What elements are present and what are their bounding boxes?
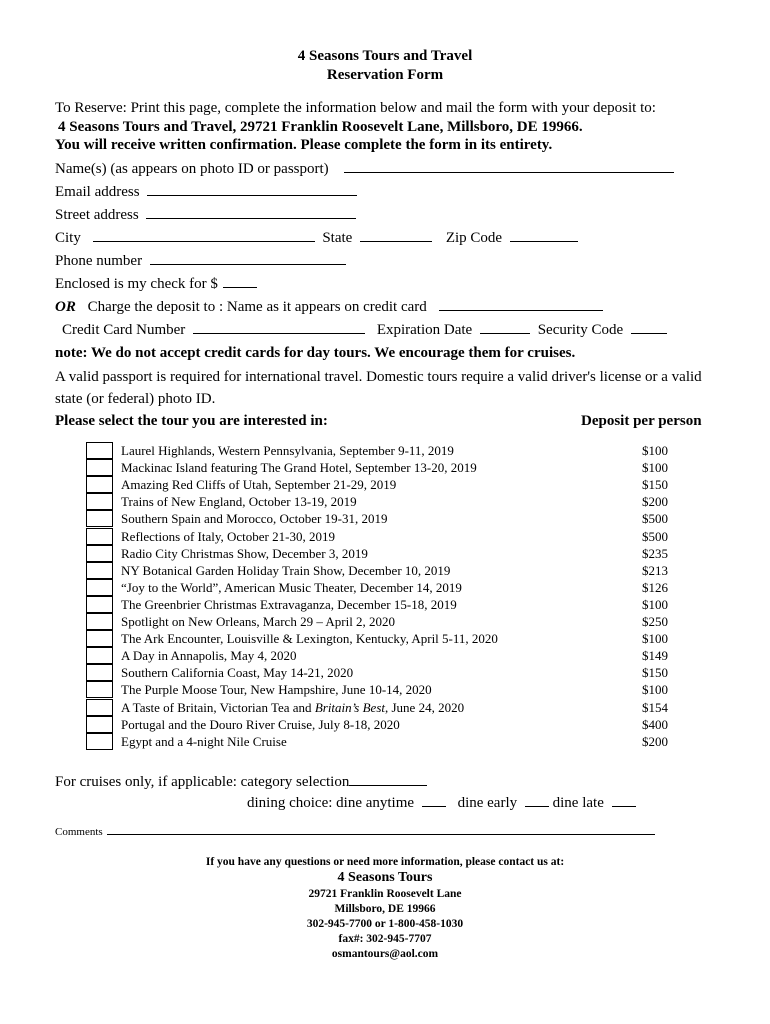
tour-row bbox=[86, 442, 676, 460]
tour-deposit: $213 bbox=[642, 562, 668, 578]
tour-name: Mackinac Island featuring The Grand Hotel, September 13-20, 2019 bbox=[121, 460, 477, 476]
expiration-input-line[interactable] bbox=[480, 321, 530, 334]
tour-name: Southern Spain and Morocco, October 19-31, 2019 bbox=[121, 511, 388, 527]
tour-deposit: $100 bbox=[642, 460, 668, 476]
dine-late-label: dine late bbox=[552, 795, 604, 811]
tour-deposit: $200 bbox=[642, 733, 668, 749]
form-subtitle: Reservation Form bbox=[326, 67, 444, 83]
tour-name: The Purple Moose Tour, New Hampshire, June 10-14, 2020 bbox=[121, 682, 432, 698]
tour-checkbox[interactable] bbox=[86, 613, 113, 630]
tour-row bbox=[86, 716, 676, 734]
tour-deposit: $100 bbox=[642, 631, 668, 647]
tour-name: Portugal and the Douro River Cruise, July 8-18, 2020 bbox=[121, 716, 400, 732]
cc-number-input-line[interactable] bbox=[193, 321, 365, 334]
zip-label: Zip Code bbox=[445, 230, 503, 246]
tour-deposit: $100 bbox=[642, 596, 668, 612]
tour-row bbox=[86, 699, 676, 717]
tour-name: A Day in Annapolis, May 4, 2020 bbox=[121, 648, 297, 664]
tour-row bbox=[86, 579, 676, 597]
footer-street: 29721 Franklin Roosevelt Lane bbox=[308, 888, 462, 900]
state-input-line[interactable] bbox=[360, 229, 432, 242]
tour-checkbox[interactable] bbox=[86, 459, 113, 476]
security-label: Security Code bbox=[537, 322, 624, 338]
city-field-row bbox=[55, 229, 578, 247]
tour-deposit: $150 bbox=[642, 477, 668, 493]
or-label: OR bbox=[55, 299, 76, 315]
email-field-row bbox=[55, 183, 357, 201]
tour-deposit: $100 bbox=[642, 682, 668, 698]
contact-intro: If you have any questions or need more information, please contact us at: bbox=[205, 856, 565, 868]
charge-field-row bbox=[55, 298, 603, 316]
tour-checkbox[interactable] bbox=[86, 716, 113, 733]
tour-row bbox=[86, 613, 676, 631]
card-field-row bbox=[62, 321, 667, 339]
tour-name: Radio City Christmas Show, December 3, 2019 bbox=[121, 545, 368, 561]
tour-checkbox[interactable] bbox=[86, 476, 113, 493]
tour-row bbox=[86, 647, 676, 665]
footer-city: Millsboro, DE 19966 bbox=[334, 903, 436, 915]
tour-deposit: $250 bbox=[642, 614, 668, 629]
tour-name: Southern California Coast, May 14-21, 2020 bbox=[121, 665, 354, 681]
tour-row bbox=[86, 476, 676, 494]
tour-name: Egypt and a 4-night Nile Cruise bbox=[121, 733, 287, 749]
names-label: Name(s) (as appears on photo ID or passport) bbox=[55, 161, 329, 177]
dine-anytime-input-line[interactable] bbox=[422, 794, 446, 807]
tour-name: Amazing Red Cliffs of Utah, September 21-29, 2019 bbox=[121, 477, 397, 493]
dining-label: dining choice: bbox=[247, 795, 333, 811]
tour-checkbox[interactable] bbox=[86, 699, 113, 716]
tour-name: Reflections of Italy, October 21-30, 2019 bbox=[121, 528, 335, 544]
cruise-category-label: For cruises only, if applicable: category selection bbox=[55, 774, 350, 790]
tour-checkbox[interactable] bbox=[86, 596, 113, 613]
footer-company-name: 4 Seasons Tours bbox=[337, 870, 433, 885]
tour-checkbox[interactable] bbox=[86, 528, 113, 545]
passport-text-line1: A valid passport is required for international travel. Domestic tours require a valid driver's license or a valid bbox=[55, 369, 702, 385]
names-input-line[interactable] bbox=[344, 160, 674, 173]
tour-row bbox=[86, 664, 676, 682]
form-title: 4 Seasons Tours and Travel bbox=[297, 48, 473, 64]
tour-deposit: $100 bbox=[642, 443, 668, 458]
dine-anytime-label: dine anytime bbox=[336, 795, 415, 811]
email-label: Email address bbox=[55, 184, 140, 200]
cardholder-input-line[interactable] bbox=[439, 298, 603, 311]
tour-checkbox[interactable] bbox=[86, 681, 113, 698]
tour-row bbox=[86, 562, 676, 580]
tour-checkbox[interactable] bbox=[86, 647, 113, 664]
mailing-address: 4 Seasons Tours and Travel, 29721 Franklin Roosevelt Lane, Millsboro, DE 19966. bbox=[58, 119, 583, 135]
state-label: State bbox=[322, 230, 353, 246]
comments-label: Comments bbox=[55, 826, 103, 838]
tour-name: Trains of New England, October 13-19, 2019 bbox=[121, 494, 357, 510]
tour-deposit: $126 bbox=[642, 579, 668, 595]
tour-name: “Joy to the World”, American Music Theater, December 14, 2019 bbox=[121, 579, 462, 595]
tour-row bbox=[86, 493, 676, 511]
tour-checkbox[interactable] bbox=[86, 664, 113, 681]
tour-deposit: $150 bbox=[642, 665, 668, 681]
tour-name: A Taste of Britain, Victorian Tea and Britain’s Best, June 24, 2020 bbox=[121, 699, 465, 715]
tour-checkbox[interactable] bbox=[86, 545, 113, 562]
comments-row bbox=[55, 825, 655, 838]
tour-checkbox[interactable] bbox=[86, 510, 113, 527]
street-input-line[interactable] bbox=[146, 206, 356, 219]
tour-row bbox=[86, 510, 676, 528]
email-input-line[interactable] bbox=[147, 183, 357, 196]
confirmation-text: You will receive written confirmation. Please complete the form in its entirety. bbox=[55, 137, 553, 153]
charge-label: Charge the deposit to : Name as it appears on credit card bbox=[87, 299, 427, 315]
tour-row bbox=[86, 681, 676, 699]
tour-row bbox=[86, 545, 676, 563]
city-label: City bbox=[55, 230, 81, 246]
tour-deposit: $200 bbox=[642, 494, 668, 510]
check-field-row bbox=[55, 275, 257, 293]
tour-name: Laurel Highlands, Western Pennsylvania, September 9-11, 2019 bbox=[121, 443, 454, 458]
tour-name: Spotlight on New Orleans, March 29 – April 2, 2020 bbox=[121, 614, 396, 629]
zip-input-line[interactable] bbox=[510, 229, 578, 242]
tour-row bbox=[86, 459, 676, 477]
tour-checkbox[interactable] bbox=[86, 562, 113, 579]
passport-text-line2: state (or federal) photo ID. bbox=[55, 391, 216, 407]
cruise-category-row bbox=[55, 773, 427, 791]
dine-early-label: dine early bbox=[457, 795, 518, 811]
tour-deposit: $400 bbox=[642, 716, 668, 732]
tour-checkbox[interactable] bbox=[86, 579, 113, 596]
tour-checkbox[interactable] bbox=[86, 493, 113, 510]
security-input-line[interactable] bbox=[631, 321, 667, 334]
city-input-line[interactable] bbox=[93, 229, 315, 242]
expiration-label: Expiration Date bbox=[376, 322, 473, 338]
tour-deposit: $500 bbox=[642, 528, 668, 544]
names-field-row bbox=[55, 160, 674, 178]
street-field-row bbox=[55, 206, 356, 224]
footer-fax: fax#: 302-945-7707 bbox=[338, 933, 432, 945]
tour-name: The Ark Encounter, Louisville & Lexington, Kentucky, April 5-11, 2020 bbox=[121, 631, 498, 647]
tour-row bbox=[86, 630, 676, 648]
tour-deposit: $500 bbox=[642, 511, 668, 527]
phone-field-row bbox=[55, 252, 346, 270]
tour-deposit: $149 bbox=[642, 648, 668, 664]
cc-number-label: Credit Card Number bbox=[62, 322, 186, 338]
tour-deposit: $154 bbox=[642, 699, 668, 715]
tour-name: NY Botanical Garden Holiday Train Show, December 10, 2019 bbox=[121, 562, 451, 578]
footer-phones: 302-945-7700 or 1-800-458-1030 bbox=[306, 918, 464, 930]
dine-late-input-line[interactable] bbox=[612, 794, 636, 807]
comments-input-line[interactable] bbox=[107, 825, 655, 835]
tour-deposit: $235 bbox=[642, 545, 668, 561]
street-label: Street address bbox=[55, 207, 139, 223]
select-tour-heading: Please select the tour you are interested in: bbox=[55, 413, 328, 429]
check-label: Enclosed is my check for $ bbox=[55, 276, 218, 292]
tour-checkbox[interactable] bbox=[86, 442, 113, 459]
dining-choice-row bbox=[247, 794, 636, 812]
tour-row bbox=[86, 596, 676, 614]
phone-label: Phone number bbox=[55, 253, 143, 269]
tour-row bbox=[86, 528, 676, 546]
dine-early-input-line[interactable] bbox=[525, 794, 549, 807]
cruise-category-input-line[interactable] bbox=[349, 773, 427, 786]
tour-checkbox[interactable] bbox=[86, 733, 113, 750]
intro-text: To Reserve: Print this page, complete the information below and mail the form with your deposit to: bbox=[55, 100, 656, 116]
check-amount-line[interactable] bbox=[223, 275, 257, 288]
tour-row bbox=[86, 733, 676, 751]
deposit-heading: Deposit per person bbox=[581, 413, 702, 429]
footer-email[interactable]: osmantours@aol.com bbox=[331, 948, 439, 960]
credit-card-note: note: We do not accept credit cards for day tours. We encourage them for cruises. bbox=[55, 345, 576, 361]
tour-checkbox[interactable] bbox=[86, 630, 113, 647]
tour-name: The Greenbrier Christmas Extravaganza, December 15-18, 2019 bbox=[121, 596, 457, 612]
phone-input-line[interactable] bbox=[150, 252, 346, 265]
